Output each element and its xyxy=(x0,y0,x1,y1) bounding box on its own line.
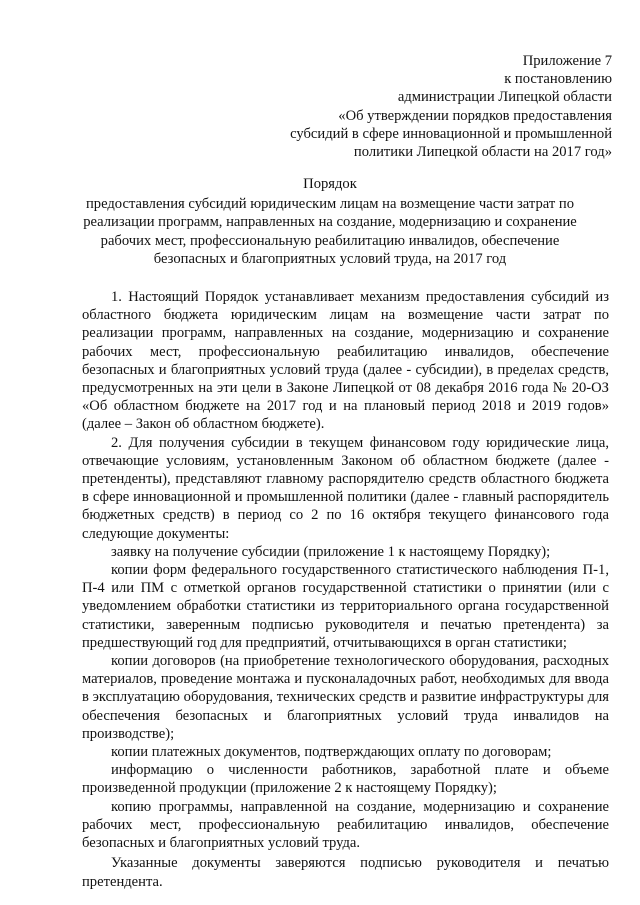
heading-line: безопасных и благоприятных условий труда, на 2017 год xyxy=(153,250,507,267)
paragraph-8: копию программы, направленной на создание, модернизацию и сохранение рабочих мест, профессиональную реабилитацию инвалидов, обеспечение безопасных и благоприятных условий труда. xyxy=(82,798,609,852)
annex-line: Приложение 7 xyxy=(522,53,612,69)
heading-line: предоставления субсидий юридическим лицам на возмещение части затрат по xyxy=(85,196,574,213)
annex-line: субсидий в сфере инновационной и промышленной xyxy=(290,125,612,142)
paragraph-2: 2. Для получения субсидии в текущем финансовом году юридические лица, отвечающие условиям, установленным Законом об областном бюджете (далее - претенденты), представляют главному распорядителю средств областного бюджета в сфере инновационной и промышленной политики (далее - главный распорядитель бюджетных средств) в период со 2 по 16 октября текущего финансового года следующие документы: xyxy=(82,434,609,542)
annex-line: администрации Липецкой области xyxy=(397,89,612,106)
document-title: Порядок xyxy=(303,176,357,192)
heading-line: рабочих мест, профессиональную реабилитацию инвалидов, обеспечение xyxy=(100,232,560,249)
document-body xyxy=(82,288,609,891)
paragraph-4: копии форм федерального государственного статистического наблюдения П-1, П-4 или ПМ с отметкой органов государственной статистики о принятии (или с уведомлением обработки статистики из территориального органа государственной статистики, заверенным подписью руководителя и печатью претендента) за предшествующий год для предприятий, отчитывающихся в орган статистики; xyxy=(82,562,609,651)
heading-line: реализации программ, направленных на создание, модернизацию и сохранение xyxy=(83,214,577,231)
annex-line: к постановлению xyxy=(504,71,612,88)
annex-line: политики Липецкой области на 2017 год» xyxy=(353,144,612,161)
paragraph-6: копии платежных документов, подтверждающих оплату по договорам; xyxy=(111,744,552,761)
paragraph-5: копии договоров (на приобретение технологического оборудования, расходных материалов, проведение монтажа и пусконаладочных работ, необходимых для ввода в эксплуатацию оборудования, технических средств и развитие инфраструктуры для обеспечения безопасных и благоприятных условий труда инвалидов на производстве); xyxy=(82,653,609,742)
paragraph-7: информацию о численности работников, заработной плате и объеме произведенной продукции (приложение 2 к настоящему Порядку); xyxy=(82,762,609,797)
paragraph-9: Указанные документы заверяются подписью руководителя и печатью претендента. xyxy=(82,855,609,890)
paragraph-1: 1. Настоящий Порядок устанавливает механизм предоставления субсидий из областного бюджета юридическим лицам на возмещение части затрат по реализации программ, направленных на создание, модернизацию и сохранение рабочих мест, профессиональную реабилитацию инвалидов, обеспечение безопасных и благоприятных условий труда (далее - субсидии), в пределах средств, предусмотренных на эти цели в Законе Липецкой от 08 декабря 2016 года № 20-ОЗ «Об областном бюджете на 2017 год и на плановый период 2018 и 2019 годов» (далее – Закон об областном бюджете). xyxy=(82,289,609,433)
document-heading xyxy=(60,175,600,268)
annex-line: «Об утверждении порядков предоставления xyxy=(338,107,612,124)
annex-header xyxy=(192,52,612,161)
paragraph-3: заявку на получение субсидии (приложение 1 к настоящему Порядку); xyxy=(111,543,551,560)
